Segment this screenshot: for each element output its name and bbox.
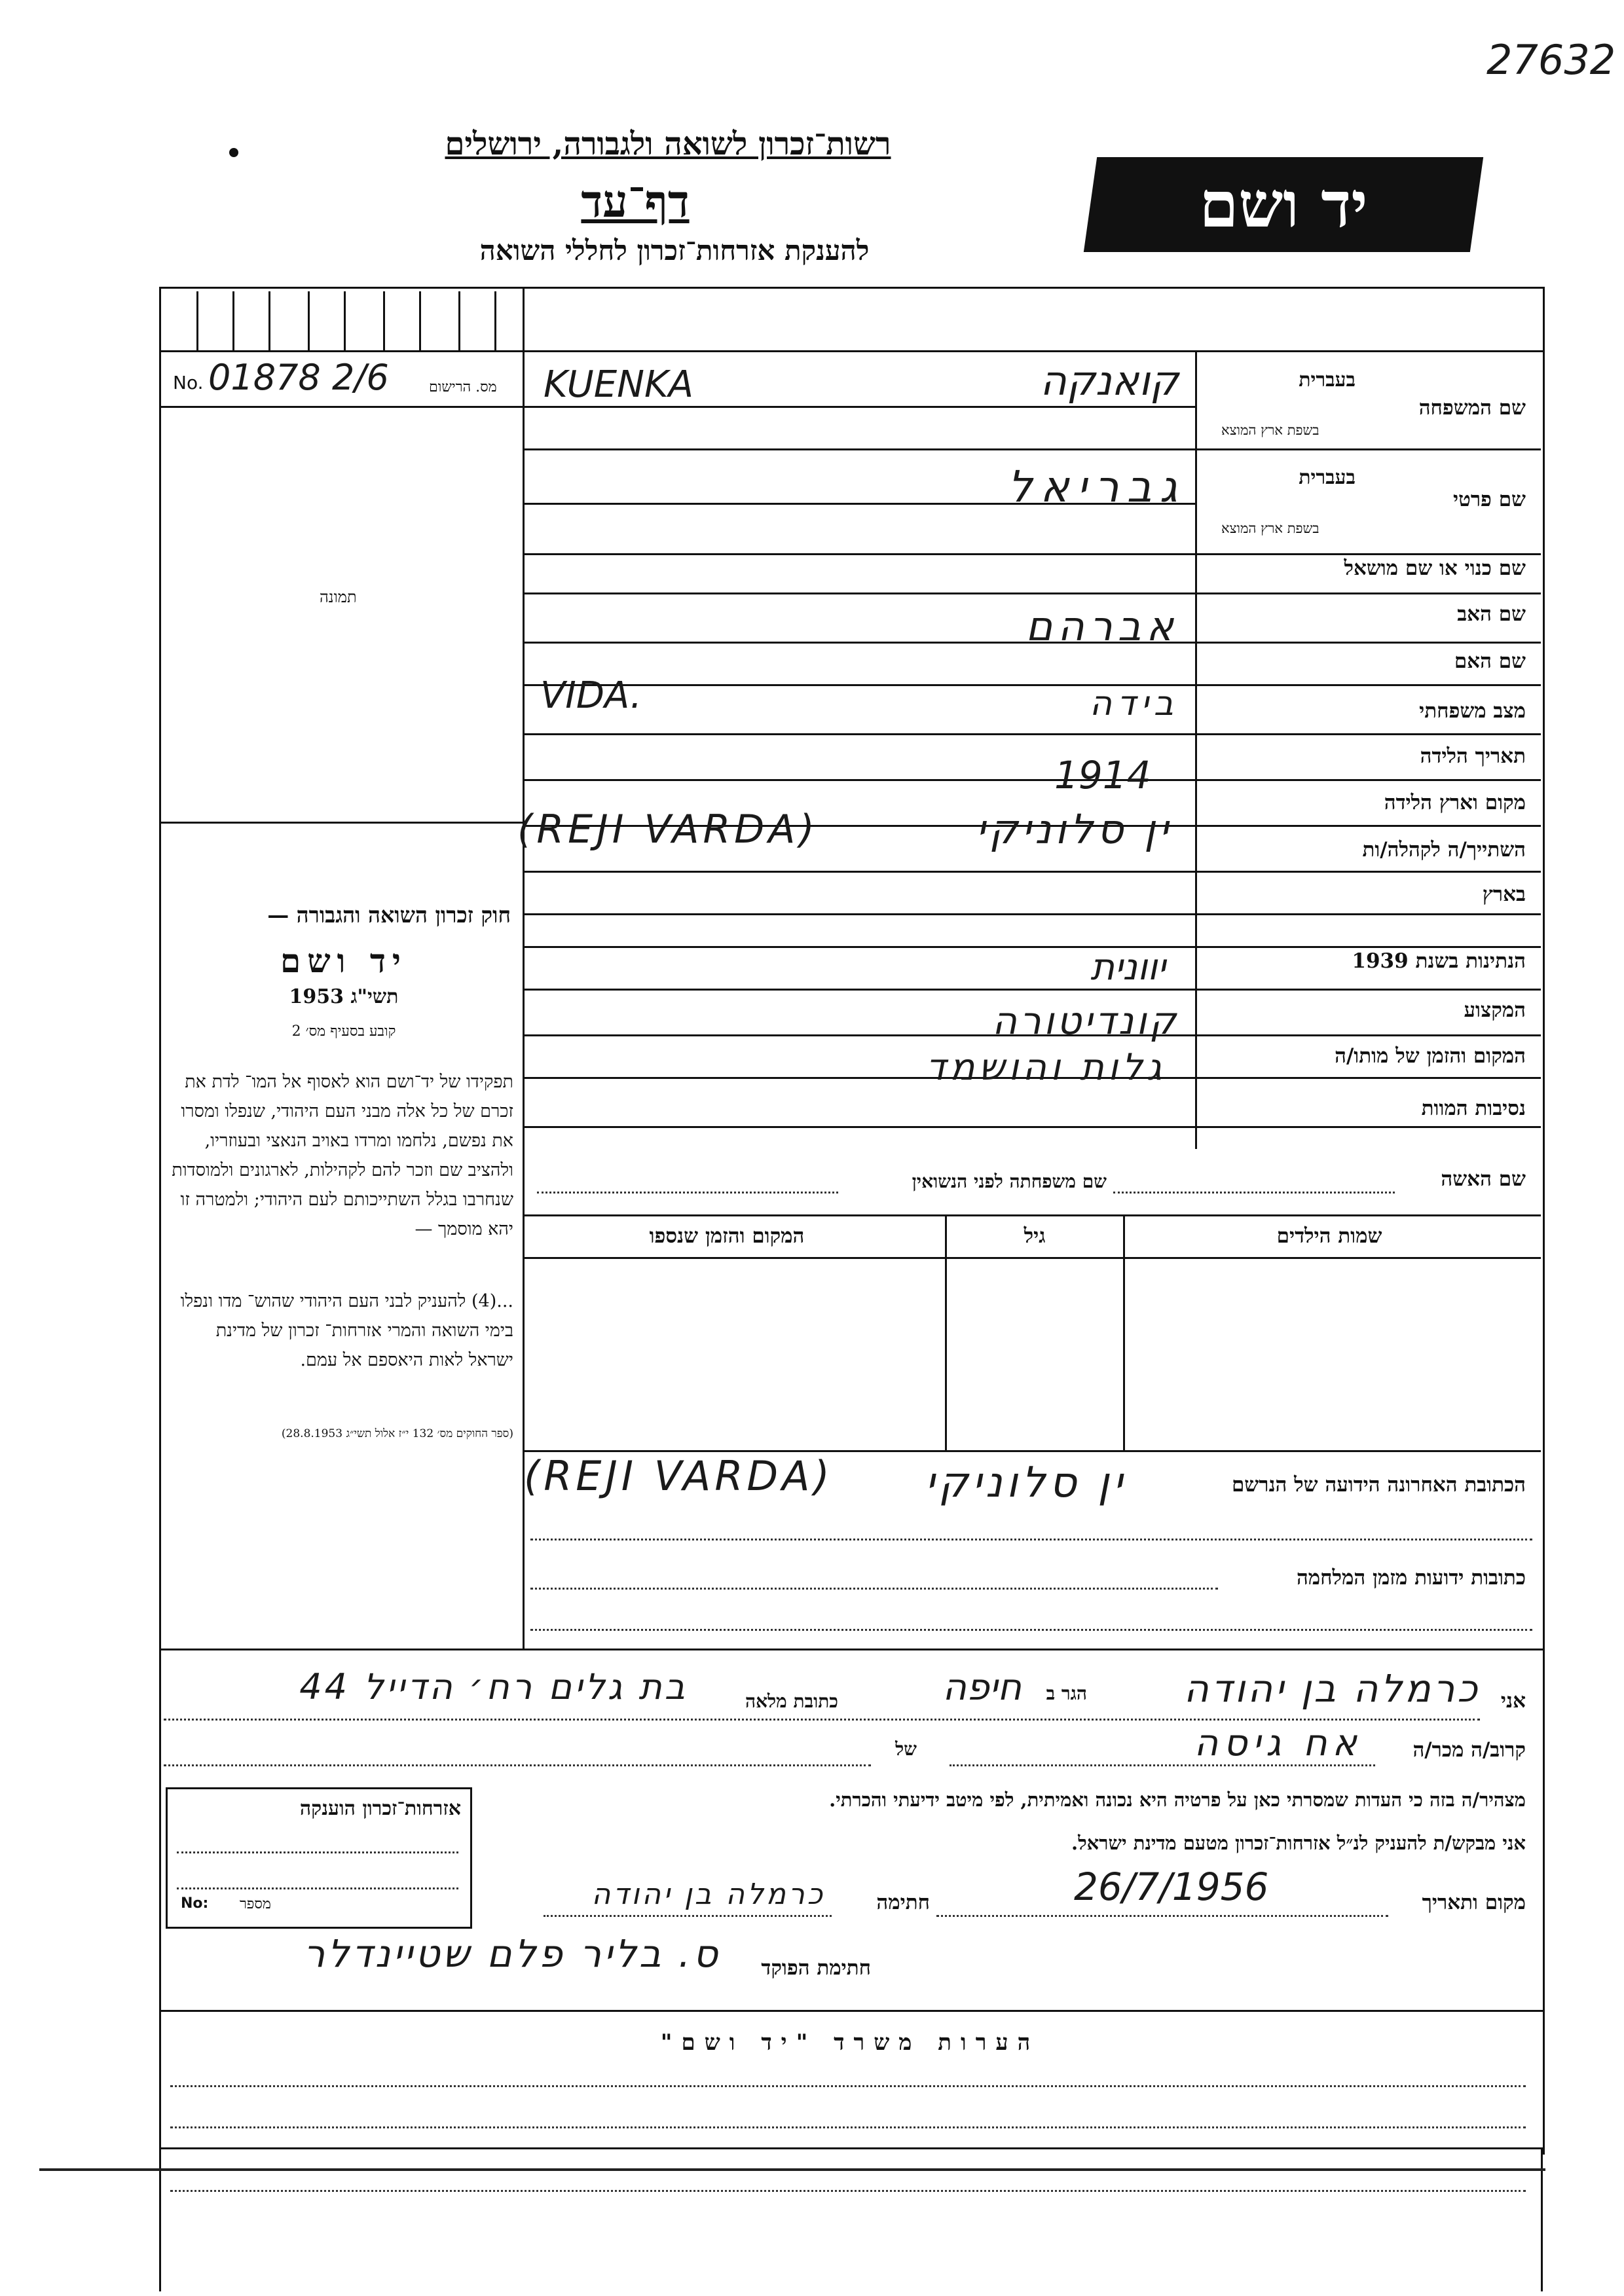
children-age-header: גיל [1024,1224,1046,1248]
last-address-value: ין סלוניקי [925,1459,1126,1507]
registration-number: 01878 2/6 [208,357,389,398]
father-value: אברהם [1025,602,1179,650]
children-death-header: המקום והזמן שנספו [649,1224,805,1248]
reg-no-prefix: No. [173,372,204,393]
birth-place-latin-value: (REJI VARDA) [517,807,819,852]
officer-signature-label: חתימת הפוקד [761,1956,871,1980]
mother-label: שם האם [1454,649,1526,673]
logo-text: יד ושם [1199,168,1368,242]
full-address-label: כתובת מלאה [745,1690,838,1712]
mother-value: בידה [1089,684,1179,723]
law-year: תשי"ג 1953 [289,985,399,1008]
father-label: שם האב [1457,602,1526,626]
first-origin-label: בשפת ארץ המוצא [1221,520,1320,536]
corner-number: 27632 [1486,36,1616,84]
birth-place-value: ין סלוניקי [976,805,1172,853]
law-paragraph-1: תפקידו של יד־ושם הוא לאסוף אל המו־ לדת את זכרם של כל אלה מבני העם היהודי, שנפלו ומסרו את נפשם, נלחמו ומרדו באויב הנאצי ובעוזריו, ולהציב שם וזכר להם לקהילות, לארגונים ולמוסדות שנחרבו בגלל השתייכותם לעם היהודי; ולמטרה זו יהא מוסמך — [172,1072,513,1239]
family-hebrew-label: בעברית [1299,369,1356,392]
declarant-relation: אח גיסה [1194,1722,1362,1764]
scan-bottom-edge [39,2168,1545,2171]
birth-place-label: מקום וארץ הלידה [1384,791,1526,814]
family-hebrew-value: קואנקה [1040,357,1179,405]
photo-label: תמונה [320,588,357,606]
form-title: דף־עד [581,175,690,228]
law-source: (ספר החוקים מס׳ 132 י״ז אלול תשי״ג 28.8.1953) [281,1427,513,1440]
place-date-label: מקום ותאריך [1422,1891,1526,1914]
family-origin-value: KUENKA [544,363,694,406]
declarant-signature: כרמלה בן יהודה [591,1878,825,1911]
place-date-value: 26/7/1956 [1074,1865,1269,1909]
citizenship-number-label: מספר [240,1896,271,1912]
wartime-address-label: כתובות ידועות מזמן המלחמה [1296,1566,1526,1590]
nickname-label: שם כנוי או שם מושאל [1344,556,1526,580]
first-hebrew-value: גבריאל [1008,462,1185,512]
wife-maiden-label: שם משפחתה לפני הנשואין [912,1171,1107,1192]
authority-name: רשות־זכרון לשואה ולגבורה, ירושלים [445,126,891,162]
birth-date-value: 1914 [1054,753,1151,797]
signature-label: חתימה [876,1891,930,1914]
last-address-latin-value: (REJI VARDA) [524,1452,834,1500]
profession-label: המקצוע [1464,998,1526,1022]
yad-vashem-logo [1084,157,1483,252]
declarant-i-label: אני [1500,1689,1526,1713]
birth-date-label: תאריך הלידה [1420,744,1526,768]
law-clause: קובע בסעיף מס׳ 2 [291,1023,396,1040]
nationality-label: הנתינות בשנת 1939 [1352,949,1526,973]
death-place-value: גלות והושמד [925,1046,1166,1089]
death-place-label: המקום והזמן של מותו/ה [1335,1044,1526,1068]
mother-latin-value: VIDA. [540,674,642,717]
family-origin-label: בשפת ארץ המוצא [1221,422,1320,438]
statement-1: מצהיר/ה בזה כי העדות שמסרתי כאן על פרטיה היא נכונה ואמיתית, לפי מיטב ידיעתי והכרתי. [829,1789,1526,1811]
law-name: יד ושם [280,941,407,980]
declarant-resident-label: הגר ב [1046,1683,1087,1704]
office-notes-title: הערות משרד "יד ושם" [660,2030,1040,2056]
country-label: בארץ [1482,883,1526,906]
family-name-label: שם המשפחה [1418,396,1526,420]
first-name-label: שם פרטי [1452,488,1526,511]
form-subtitle: להענקת אזרחות־זכרון לחללי השואה [479,234,870,266]
relative-label: קרוב/ה מכר/ה [1412,1738,1526,1762]
law-paragraph-2: ...(4) להעניק לבני העם היהודי שהוש־ מדו ונפלו בימי השואה והמרי אזרחות־ זכרון של מדינת ישראל לאות היאספם אל עמם. [180,1291,513,1370]
community-label: השתייך/ה לקהלה/ות [1362,838,1526,862]
death-circumstances-label: נסיבות המוות [1421,1097,1526,1120]
law-title: חוק זכרון השואה והגבורה — [267,902,511,928]
bullet-mark [229,148,238,157]
declarant-name: כרמלה בן יהודה [1183,1666,1480,1711]
profession-value: קונדיטורה [992,998,1179,1043]
marital-label: מצב משפחתי [1419,699,1526,723]
officer-signature: ס. בליר פלם שטיינדלר [303,1931,720,1976]
nationality-value: יוונית [1090,946,1166,989]
statement-2: אני מבקש/ת להעניק לנ״ל אזרחות־זכרון מטעם מדינת ישראל. [1071,1832,1526,1854]
citizenship-box [166,1787,472,1929]
citizenship-no-label: No: [181,1895,209,1912]
of-label: של [895,1738,917,1760]
citizenship-title: אזרחות־זכרון הוענקה [299,1797,461,1820]
declarant-city: חיפה [942,1666,1022,1709]
last-address-label: הכתובת האחרונה הידועה של הנרשם [1231,1473,1526,1497]
children-names-header: שמות הילדים [1276,1224,1382,1248]
declarant-full-address: בת גלים רח׳ הדייל 44 [299,1666,688,1707]
registration-label: מס. הרישום [429,379,497,395]
wife-label: שם האשה [1441,1167,1526,1191]
first-hebrew-label: בעברית [1299,466,1356,489]
